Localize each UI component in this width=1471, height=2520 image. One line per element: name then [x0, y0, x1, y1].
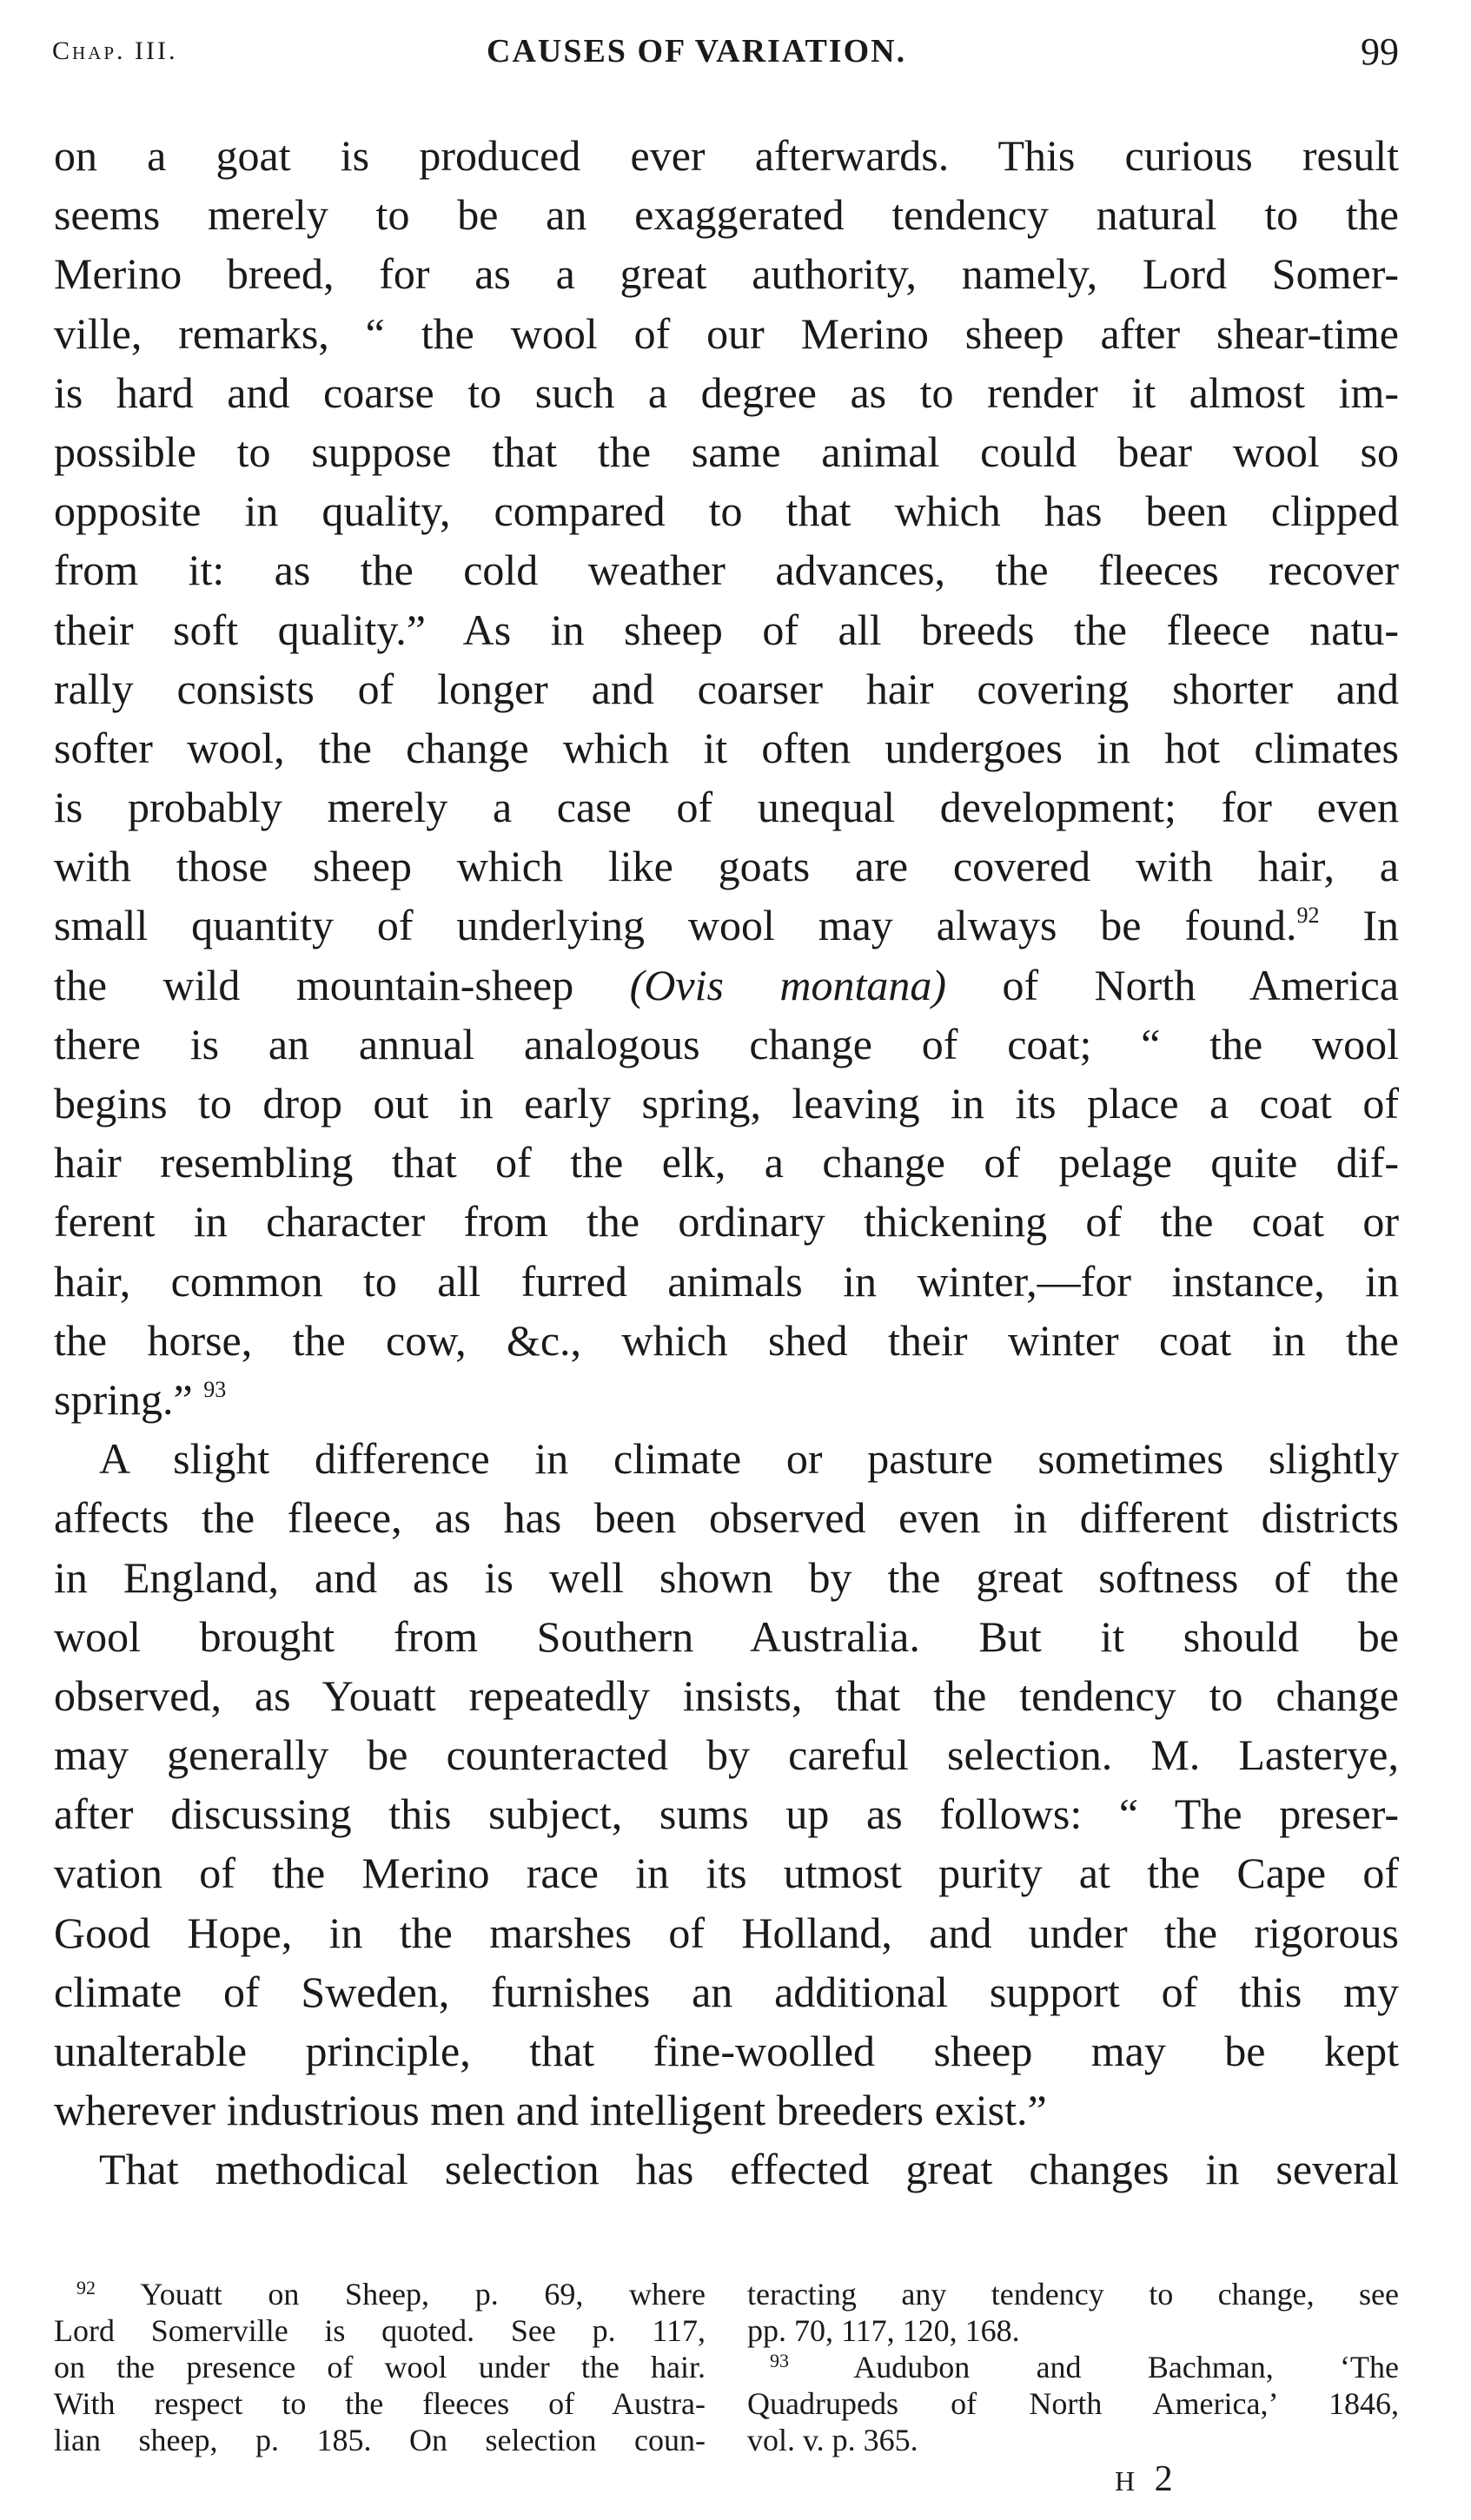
text-line: is probably merely a case of unequal development; for even	[54, 783, 1399, 832]
text-line: is hard and coarse to such a degree as to render it almost im-	[54, 367, 1399, 417]
text-line: their soft quality.” As in sheep of all breeds the fleece natu-	[54, 605, 1399, 654]
text-line	[54, 896, 1399, 955]
text-line: affects the fleece, as has been observed even in different districts	[54, 1493, 1399, 1543]
text-line: on a goat is produced ever afterwards. This curious result	[54, 131, 1399, 180]
text-line: in England, and as is well shown by the great softness of the	[54, 1552, 1399, 1602]
line-text: spring.”	[54, 1374, 193, 1424]
text-line: after discussing this subject, sums up as follows: “ The preser-	[54, 1789, 1399, 1839]
text-line: ferent in character from the ordinary thickening of the coat or	[54, 1197, 1399, 1247]
text-line: wool brought from Southern Australia. But it should be	[54, 1611, 1399, 1661]
footnote-text: Lord Somerville is quoted. See p. 117,	[54, 2313, 706, 2348]
running-title: CAUSES OF VARIATION.	[487, 33, 907, 69]
text-line: climate of Sweden, furnishes an additional support of this my	[54, 1967, 1399, 2016]
text-line: hair, common to all furred animals in winter,—for instance, in	[54, 1256, 1399, 1306]
signature-number: 2	[1154, 2459, 1178, 2499]
signature-letter: H	[1115, 2465, 1141, 2497]
footnote-marker: 93	[770, 2350, 789, 2371]
footnote-line: vol. v. p. 365.	[747, 2423, 918, 2457]
chapter-label: Chap. III.	[52, 36, 178, 65]
text-line: possible to suppose that the same animal could bear wool so	[54, 427, 1399, 476]
text-line: softer wool, the change which it often undergoes in hot climates	[54, 723, 1399, 772]
footnote-line: pp. 70, 117, 120, 168.	[747, 2313, 1020, 2348]
text-line: may generally be counteracted by careful selection. M. Lasterye,	[54, 1730, 1399, 1780]
footnote-line	[747, 2349, 1399, 2385]
page-number: 99	[1361, 30, 1399, 73]
paragraph-start: A slight difference in climate or pasture sometimes slightly	[99, 1434, 1399, 1484]
text-line: from it: as the cold weather advances, the fleeces recover	[54, 546, 1399, 595]
footnote-line: With respect to the fleeces of Austra-	[54, 2386, 706, 2421]
species-name: (Ovis montana)	[629, 960, 947, 1009]
text-line: with those sheep which like goats are covered with hair, a	[54, 842, 1399, 891]
footnote-text: Audubon and Bachman, ‘The	[853, 2350, 1399, 2384]
text-line: Merino breed, for as a great authority, namely, Lord Somer-	[54, 249, 1399, 299]
text-line: opposite in quality, compared to that which has been clipped	[54, 486, 1399, 536]
footnote-line	[54, 2312, 706, 2349]
line-tail: of North America	[946, 960, 1399, 1009]
footnote-line: teracting any tendency to change, see	[747, 2277, 1399, 2312]
text-line	[54, 956, 1399, 1015]
running-head	[52, 28, 1399, 80]
footnote-line	[54, 2276, 706, 2312]
footnote-column-right	[747, 2276, 1399, 2458]
signature-mark	[1115, 2458, 1178, 2500]
line-tail: In	[1362, 901, 1399, 950]
text-line: unalterable principle, that fine-woolled sheep may be kept	[54, 2027, 1399, 2075]
paragraph-start: That methodical selection has effected great changes in several	[99, 2145, 1399, 2194]
line-text: the wild mountain-sheep	[54, 960, 574, 1009]
footnote-column-left	[54, 2276, 706, 2458]
text-line: wherever industrious men and intelligent breeders exist.”	[54, 2086, 1047, 2135]
text-line: ville, remarks, “ the wool of our Merino sheep after shear-time	[54, 308, 1399, 358]
line-text: small quantity of underlying wool may always be found.	[54, 901, 1297, 950]
footnote-line: lian sheep, p. 185. On selection coun-	[54, 2423, 706, 2457]
text-line: seems merely to be an exaggerated tendency natural to the	[54, 190, 1399, 240]
text-line: observed, as Youatt repeatedly insists, that the tendency to change	[54, 1670, 1399, 1720]
text-line: rally consists of longer and coarser hair covering shorter and	[54, 664, 1399, 713]
body-text	[54, 126, 1399, 2199]
text-line	[54, 1370, 1399, 1429]
footnote-line: Quadrupeds of North America,’ 1846,	[747, 2386, 1399, 2421]
footnotes	[54, 2276, 1399, 2457]
footnote-line: on the presence of wool under the hair.	[54, 2350, 706, 2384]
text-line: begins to drop out in early spring, leaving in its place a coat of	[54, 1079, 1399, 1128]
footnote-marker: 92	[76, 2277, 96, 2298]
text-line: the horse, the cow, &c., which shed their winter coat in the	[54, 1315, 1399, 1365]
footnote-ref-92[interactable]: 92	[1296, 903, 1320, 929]
text-line: there is an annual analogous change of coat; “ the wool	[54, 1019, 1399, 1068]
footnote-text: Youatt on Sheep, p. 69, where	[140, 2277, 706, 2312]
text-line: Good Hope, in the marshes of Holland, and under the rigorous	[54, 1908, 1399, 1957]
text-line: hair resembling that of the elk, a change of pelage quite dif-	[54, 1138, 1399, 1187]
text-line: vation of the Merino race in its utmost purity at the Cape of	[54, 1849, 1399, 1898]
footnote-ref-93[interactable]: 93	[203, 1376, 227, 1402]
